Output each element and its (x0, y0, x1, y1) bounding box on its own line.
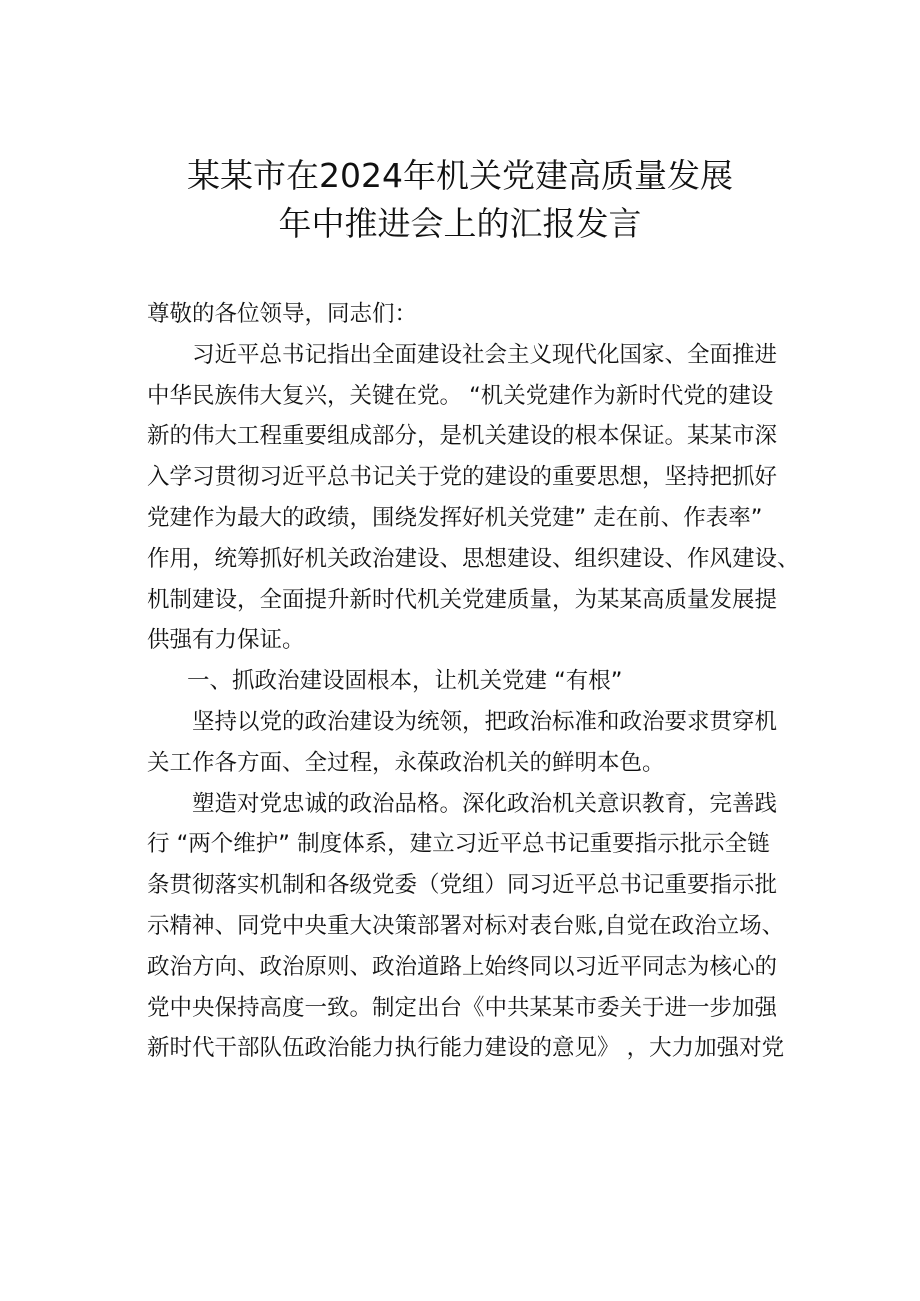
title-line-1: 某某市在2024年机关党建高质量发展 (187, 156, 733, 195)
text-line: 党中央保持高度一致。制定出台《中共某某市委关于进一步加强 (147, 994, 778, 1021)
text-line: 入学习贯彻习近平总书记关于党的建设的重要思想，坚持把抓好 (147, 464, 778, 491)
text-line: 中华民族伟大复兴，关键在党。 “机关党建作为新时代党的建设 (147, 382, 774, 409)
text-line: 习近平总书记指出全面建设社会主义现代化国家、全面推进 (192, 341, 778, 368)
text-line: 政治方向、政治原则、政治道路上始终同以习近平同志为核心的 (147, 953, 778, 980)
document-title (0, 152, 920, 248)
text-line: 关工作各方面、全过程，永葆政治机关的鲜明本色。 (147, 749, 665, 776)
text-line: 条贯彻落实机制和各级党委（党组）同习近平总书记重要指示批 (147, 872, 778, 899)
section1-intro-paragraph (147, 702, 807, 784)
salutation: 尊敬的各位领导，同志们： (147, 301, 418, 327)
title-line-2: 年中推进会上的汇报发言 (278, 204, 642, 243)
text-line: 塑造对党忠诚的政治品格。深化政治机关意识教育，完善践 (192, 790, 778, 817)
text-line: 坚持以党的政治建设为统领，把政治标准和政治要求贯穿机 (192, 708, 778, 735)
text-line: 党建作为最大的政绩，围绕发挥好机关党建” 走在前、作表率” (147, 504, 763, 531)
section-heading-1: 一、抓政治建设固根本，让机关党建 “有根” (187, 668, 623, 695)
section1-loyalty-paragraph (147, 784, 807, 1070)
text-line: 示精神、同党中央重大决策部署对标对表台账,自觉在政治立场、 (147, 912, 785, 939)
text-line: 作用，统筹抓好机关政治建设、思想建设、组织建设、作风建设、 (147, 545, 800, 572)
text-line: 行 “两个维护” 制度体系，建立习近平总书记重要指示批示全链 (147, 831, 770, 858)
intro-paragraph (147, 335, 807, 661)
document-body (147, 294, 807, 1069)
text-line: 供强有力保证。 (147, 627, 305, 654)
text-line: 新时代干部队伍政治能力执行能力建设的意见》 ，大力加强对党 (147, 1035, 785, 1062)
text-line: 机制建设，全面提升新时代机关党建质量，为某某高质量发展提 (147, 586, 778, 613)
text-line: 新的伟大工程重要组成部分，是机关建设的根本保证。某某市深 (147, 423, 778, 450)
